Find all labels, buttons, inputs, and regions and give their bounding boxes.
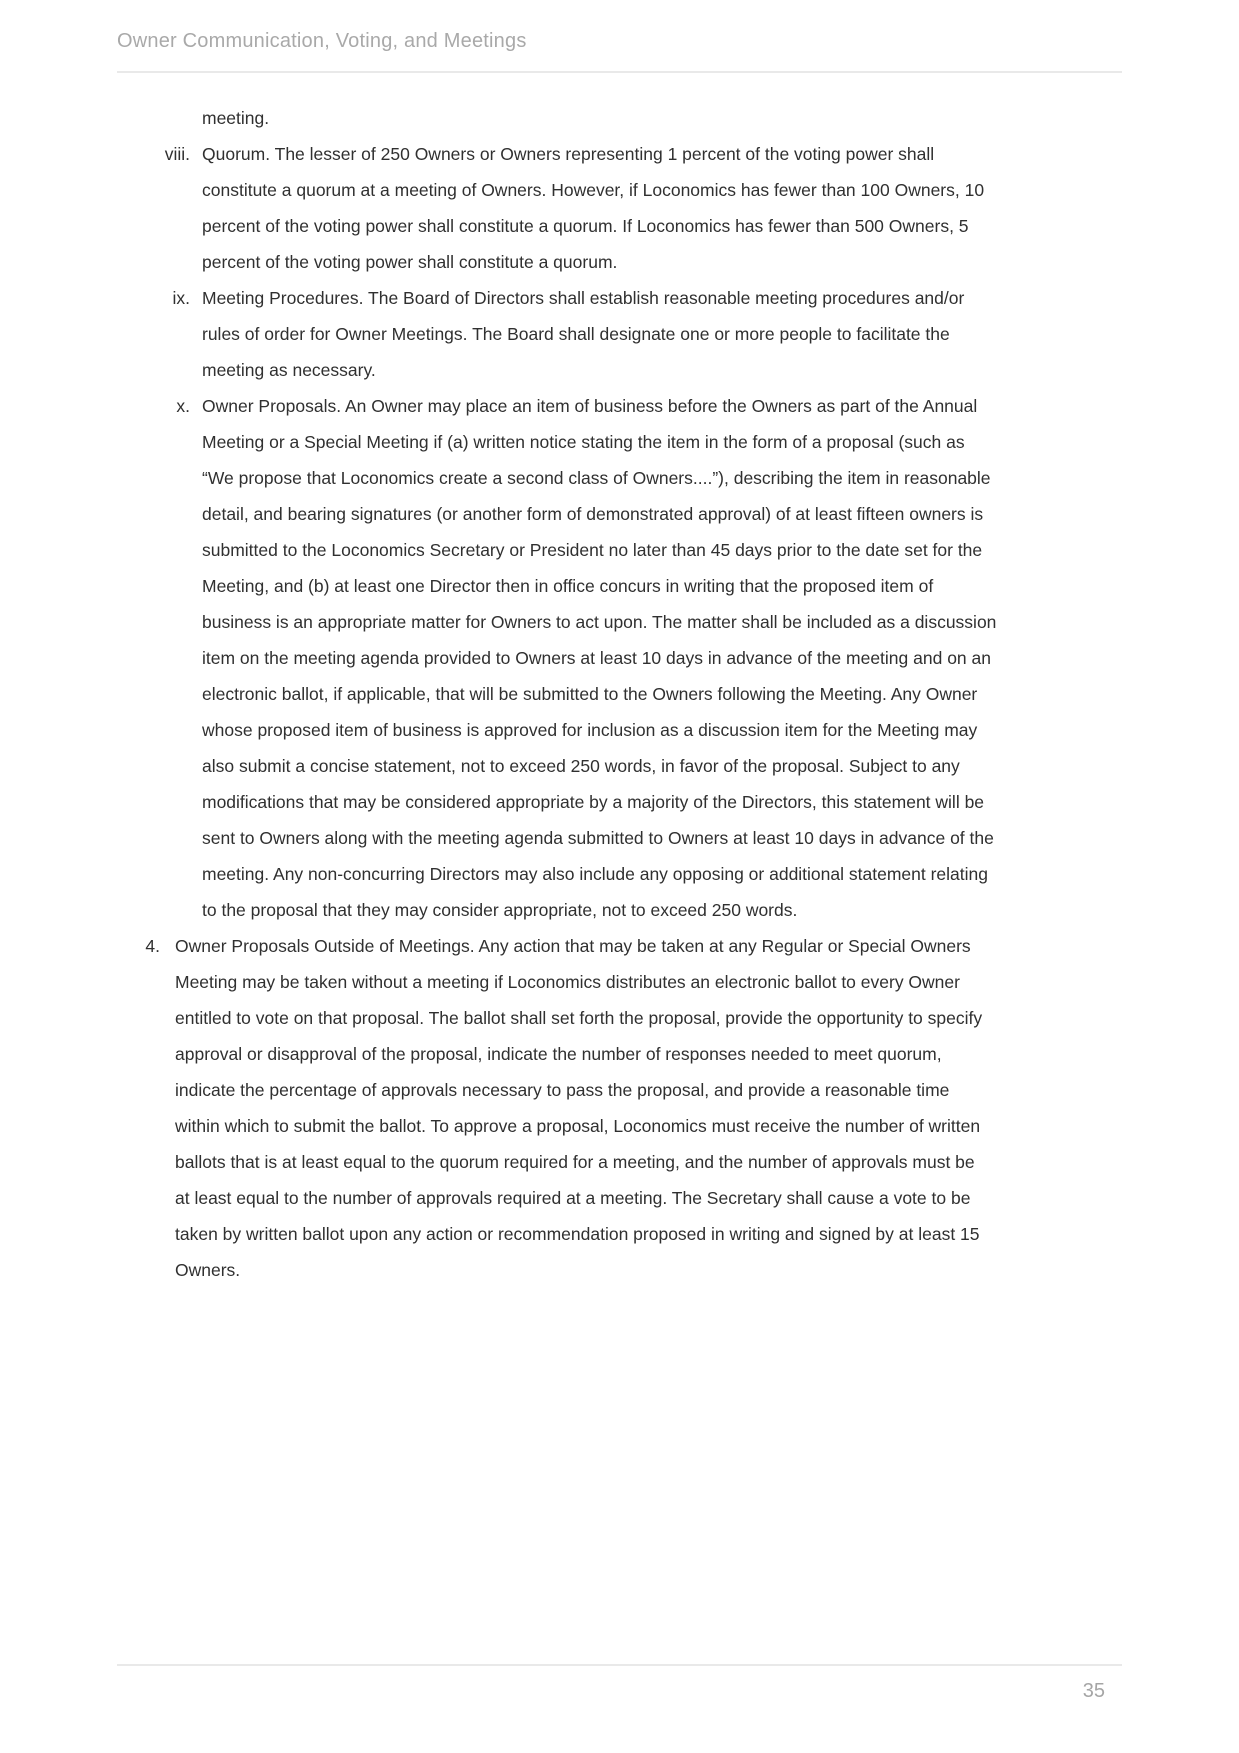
list-item-4 [117,928,1122,1288]
paragraph-continuation-text: meeting. [202,108,270,128]
list-label: viii. [164,144,190,164]
paragraph-continuation-row [117,100,1122,136]
list-item-text: Quorum. The lesser of 250 Owners or Owners representing 1 percent of the voting power shall constitute a quorum at a meeting of Owners. However, if Loconomics has fewer than 100 Owners, 10 percent of the voting power shall constitute a quorum. If Loconomics has fewer than 500 Owners, 5 percent of the voting power shall constitute a quorum. [202,144,985,272]
list-label: 4. [145,936,160,956]
list-label: x. [176,396,190,416]
list-item-text: Meeting Procedures. The Board of Directors shall establish reasonable meeting procedures and/or rules of order for Owner Meetings. The Board shall designate one or more people to facilitate the meeting as necessary. [202,288,965,380]
list-item-viii [117,136,1122,280]
footer-divider [117,1664,1122,1666]
document-body [117,100,1122,1288]
page-number: 35 [1082,1680,1105,1702]
list-item-text: Owner Proposals Outside of Meetings. Any action that may be taken at any Regular or Special Owners Meeting may be taken without a meeting if Loconomics distributes an electronic ballot to every Owner entitled to vote on that proposal. The ballot shall set forth the proposal, provide the opportunity to specify approval or disapproval of the proposal, indicate the number of responses needed to meet quorum, indicate the percentage of approvals necessary to pass the proposal, and provide a reasonable time within which to submit the ballot. To approve a proposal, Loconomics must receive the number of written ballots that is at least equal to the quorum required for a meeting, and the number of approvals must be at least equal to the number of approvals required at a meeting. The Secretary shall cause a vote to be taken by written ballot upon any action or recommendation proposed in writing and signed by at least 15 Owners. [175,936,983,1280]
running-header-title: Owner Communication, Voting, and Meetings [117,30,527,52]
list-item-x [117,388,1122,928]
header-divider [117,71,1122,73]
list-label: ix. [172,288,190,308]
list-item-text: Owner Proposals. An Owner may place an item of business before the Owners as part of the Annual Meeting or a Special Meeting if (a) written notice stating the item in the form of a proposal (such as “We propose that Loconomics create a second class of Owners....”), describing the item in reasonable detail, and bearing signatures (or another form of demonstrated approval) of at least fifteen owners is submitted to the Loconomics Secretary or President no later than 45 days prior to the date set for the Meeting, and (b) at least one Director then in office concurs in writing that the proposed item of business is an appropriate matter for Owners to act upon. The matter shall be included as a discussion item on the meeting agenda provided to Owners at least 10 days in advance of the meeting and on an electronic ballot, if applicable, that will be submitted to the Owners following the Meeting. Any Owner whose proposed item of business is approved for inclusion as a discussion item for the Meeting may also submit a concise statement, not to exceed 250 words, in favor of the proposal. Subject to any modifications that may be considered appropriate by a majority of the Directors, this statement will be sent to Owners along with the meeting agenda submitted to Owners at least 10 days in advance of the meeting. Any non-concurring Directors may also include any opposing or additional statement relating to the proposal that they may consider appropriate, not to exceed 250 words. [202,396,997,920]
page-header [117,28,1122,54]
list-item-ix [117,280,1122,388]
